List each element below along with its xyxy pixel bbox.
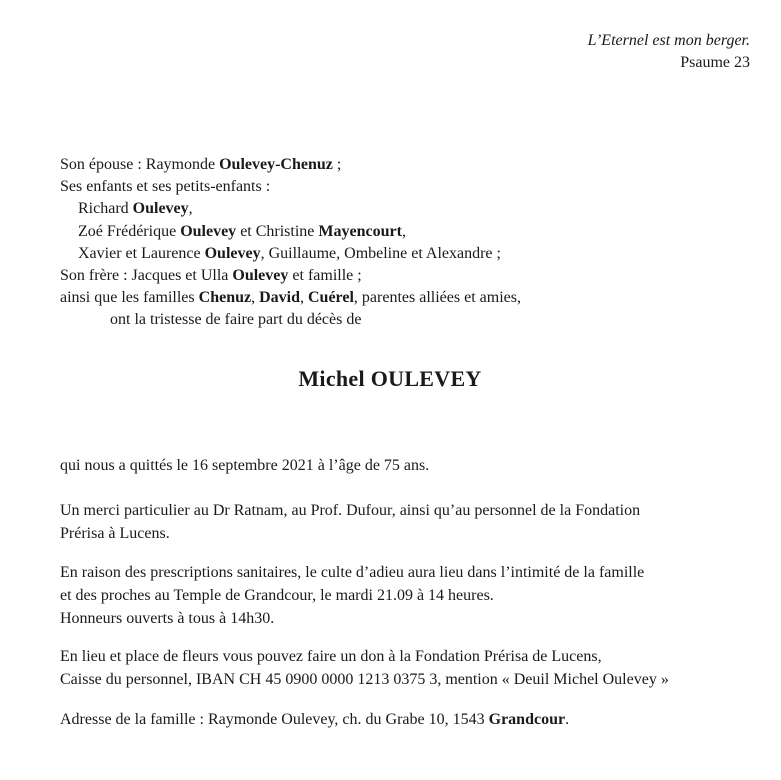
death-date-line: qui nous a quittés le 16 septembre 2021 à l’âge de 75 ans. — [60, 457, 430, 474]
family-line-child-1: Richard Oulevey, — [78, 200, 193, 218]
family-line-children-header: Ses enfants et ses petits-enfants : — [60, 178, 271, 196]
family-line-child-3: Xavier et Laurence Oulevey, Guillaume, Ombeline et Alexandre ; — [78, 244, 501, 262]
family-line-spouse: Son épouse : Raymonde Oulevey-Chenuz ; — [60, 156, 342, 173]
family-line-announcement: ont la tristesse de faire part du décès de — [110, 311, 362, 329]
donations-line-1: En lieu et place de fleurs vous pouvez faire un don à la Fondation Prérisa de Lucens, — [60, 648, 602, 665]
family-line-child-2: Zoé Frédérique Oulevey et Christine Mayencourt, — [78, 222, 406, 240]
paragraph-death-date — [60, 454, 741, 477]
family-address-line: Adresse de la famille : Raymonde Oulevey, ch. du Grabe 10, 1543 Grandcour. — [60, 711, 570, 728]
deceased-name: Michel OULEVEY — [298, 366, 482, 391]
paragraph-family-address — [60, 708, 741, 731]
ceremony-line-2: et des proches au Temple de Grandcour, le mardi 21.09 à 14 heures. — [60, 587, 494, 604]
family-line-brother: Son frère : Jacques et Ulla Oulevey et famille ; — [60, 267, 362, 285]
donations-line-2: Caisse du personnel, IBAN CH 45 0900 0000 1213 0375 3, mention « Deuil Michel Oulevey » — [60, 671, 669, 688]
epigraph — [588, 30, 750, 74]
family-line-families: ainsi que les familles Chenuz, David, Cuérel, parentes alliées et amies, — [60, 289, 521, 307]
paragraph-ceremony — [60, 561, 741, 630]
thanks-line-2: Prérisa à Lucens. — [60, 525, 170, 542]
family-list — [60, 154, 741, 332]
epigraph-source: Psaume 23 — [680, 54, 750, 71]
epigraph-quote: L’Eternel est mon berger. — [587, 32, 750, 49]
ceremony-line-3: Honneurs ouverts à tous à 14h30. — [60, 610, 275, 627]
thanks-line-1: Un merci particulier au Dr Ratnam, au Prof. Dufour, ainsi qu’au personnel de la Fondation — [60, 502, 641, 519]
paragraph-thanks — [60, 499, 741, 545]
paragraph-donations — [60, 645, 741, 691]
ceremony-line-1: En raison des prescriptions sanitaires, le culte d’adieu aura lieu dans l’intimité de la famille — [60, 564, 645, 581]
